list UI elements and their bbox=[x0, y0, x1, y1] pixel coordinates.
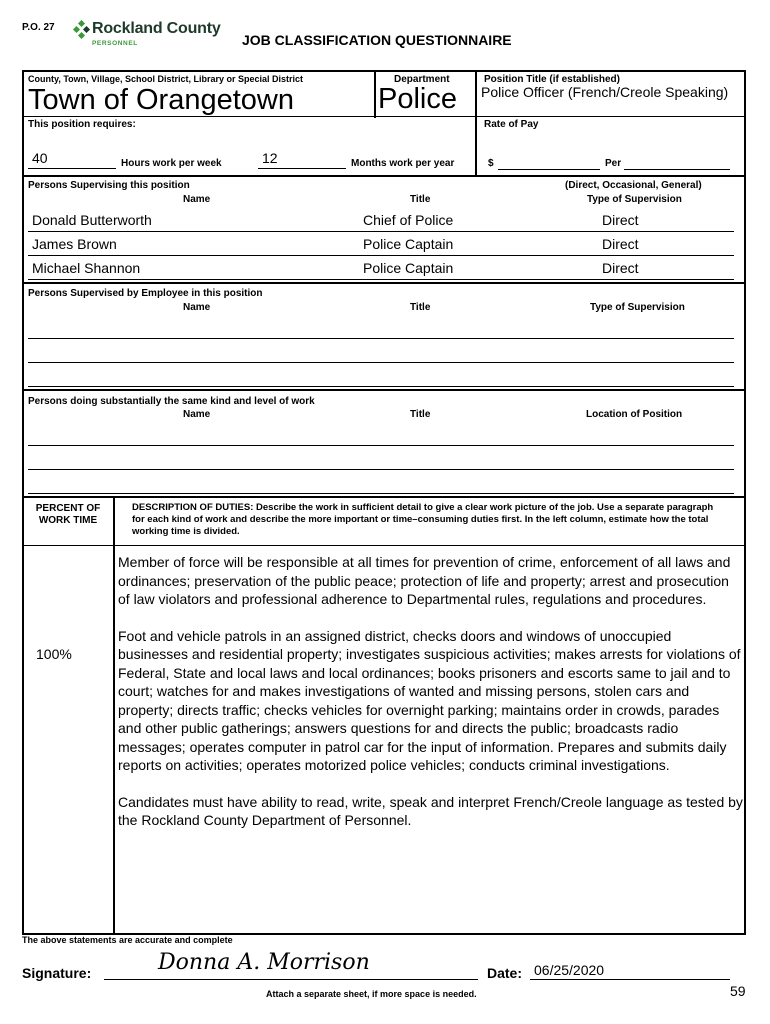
months-label: Months work per year bbox=[351, 158, 455, 169]
supervised-box bbox=[22, 283, 746, 391]
position-value: Police Officer (French/Creole Speaking) bbox=[481, 84, 729, 100]
supervisor-type: Direct bbox=[602, 212, 639, 228]
duty-paragraph: Candidates must have ability to read, write, speak and interpret French/Creole language as tested by the Rockland County Department of Personnel. bbox=[118, 793, 743, 828]
supervising-name-header: Name bbox=[183, 194, 211, 205]
signature: Donna A. Morrison bbox=[158, 950, 370, 975]
supervised-label: Persons Supervised by Employee in this position bbox=[28, 288, 263, 299]
supervisor-name: Michael Shannon bbox=[32, 260, 141, 276]
accuracy-statement: The above statements are accurate and complete bbox=[22, 935, 233, 945]
department-value: Police bbox=[378, 83, 457, 115]
form-title: JOB CLASSIFICATION QUESTIONNAIRE bbox=[242, 32, 512, 48]
same-work-title-header: Title bbox=[410, 409, 431, 420]
supervisor-name: James Brown bbox=[32, 236, 117, 252]
logo-name: Rockland County bbox=[92, 20, 221, 37]
supervised-type-header: Type of Supervision bbox=[590, 302, 685, 313]
supervisor-type: Direct bbox=[602, 236, 639, 252]
employer-value: Town of Orangetown bbox=[28, 84, 294, 116]
supervisor-title: Police Captain bbox=[363, 236, 454, 252]
logo-subtitle: PERSONNEL bbox=[92, 40, 138, 47]
rate-label: Rate of Pay bbox=[484, 119, 539, 130]
supervisor-title: Chief of Police bbox=[363, 212, 454, 228]
duties-text bbox=[118, 553, 744, 848]
same-work-label: Persons doing substantially the same kind and level of work bbox=[28, 396, 315, 407]
hours-label: Hours work per week bbox=[121, 158, 222, 169]
duty-paragraph: Foot and vehicle patrols in an assigned district, checks doors and windows of unoccupied businesses and residential property; investigates suspicious activities; makes arrests for violations of Federal, State and local laws and local ordinances; books prisoners and escorts same to jail and to court; watches for and makes investigations of wanted and missing persons, stolen cars and property; directs traffic; checks vehicles for overnight parking; maintains order in crowds, parades and other public gatherings; answers questions for and directs the public; broadcasts radio messages; operates computer in patrol car for the input of information. Prepares and submits daily reports on activities; operates motorized police vehicles; conducts criminal investigations. bbox=[118, 627, 741, 773]
page-number: 59 bbox=[730, 983, 746, 999]
supervisor-title: Police Captain bbox=[363, 260, 454, 276]
position-label: Position Title (if established) bbox=[484, 74, 620, 85]
signature-label: Signature: bbox=[22, 965, 92, 981]
requires-label: This position requires: bbox=[28, 119, 136, 130]
same-work-location-header: Location of Position bbox=[586, 409, 683, 420]
supervisor-type: Direct bbox=[602, 260, 639, 276]
supervised-name-header: Name bbox=[183, 302, 211, 313]
supervisor-name: Donald Butterworth bbox=[32, 212, 152, 228]
date-value: 06/25/2020 bbox=[534, 962, 605, 978]
attach-note: Attach a separate sheet, if more space is needed. bbox=[266, 989, 477, 999]
duties-description-header: DESCRIPTION OF DUTIES: Describe the work in sufficient detail to give a clear work picture of the job. Use a separate paragraph for each kind of work and describe the more important or time–consuming duties first. In the left column, estimate how the total working time is divided. bbox=[132, 502, 714, 537]
supervising-type-header: Type of Supervision bbox=[587, 194, 682, 205]
supervising-label: Persons Supervising this position bbox=[28, 180, 190, 191]
supervised-title-header: Title bbox=[410, 302, 431, 313]
percent-value: 100% bbox=[36, 646, 72, 662]
hours-value: 40 bbox=[32, 150, 48, 166]
dollar-sign: $ bbox=[488, 158, 494, 169]
percent-header: PERCENT OF WORK TIME bbox=[35, 503, 101, 526]
duty-paragraph: Member of force will be responsible at all times for prevention of crime, enforcement of all laws and ordinances; preservation of the public peace; protection of life and property; arrest and prosecution of law violators and professional adherence to Departmental rules, regulations and procedures. bbox=[118, 554, 731, 607]
department-label: Department bbox=[394, 74, 450, 85]
logo-icon bbox=[72, 20, 92, 44]
supervision-type-note: (Direct, Occasional, General) bbox=[565, 180, 702, 191]
months-value: 12 bbox=[262, 150, 278, 166]
same-work-name-header: Name bbox=[183, 409, 211, 420]
per-label: Per bbox=[605, 158, 622, 169]
employer-label: County, Town, Village, School District, Library or Special District bbox=[28, 74, 304, 84]
date-label: Date: bbox=[487, 965, 523, 981]
supervising-title-header: Title bbox=[410, 194, 431, 205]
po-number: P.O. 27 bbox=[22, 22, 55, 33]
